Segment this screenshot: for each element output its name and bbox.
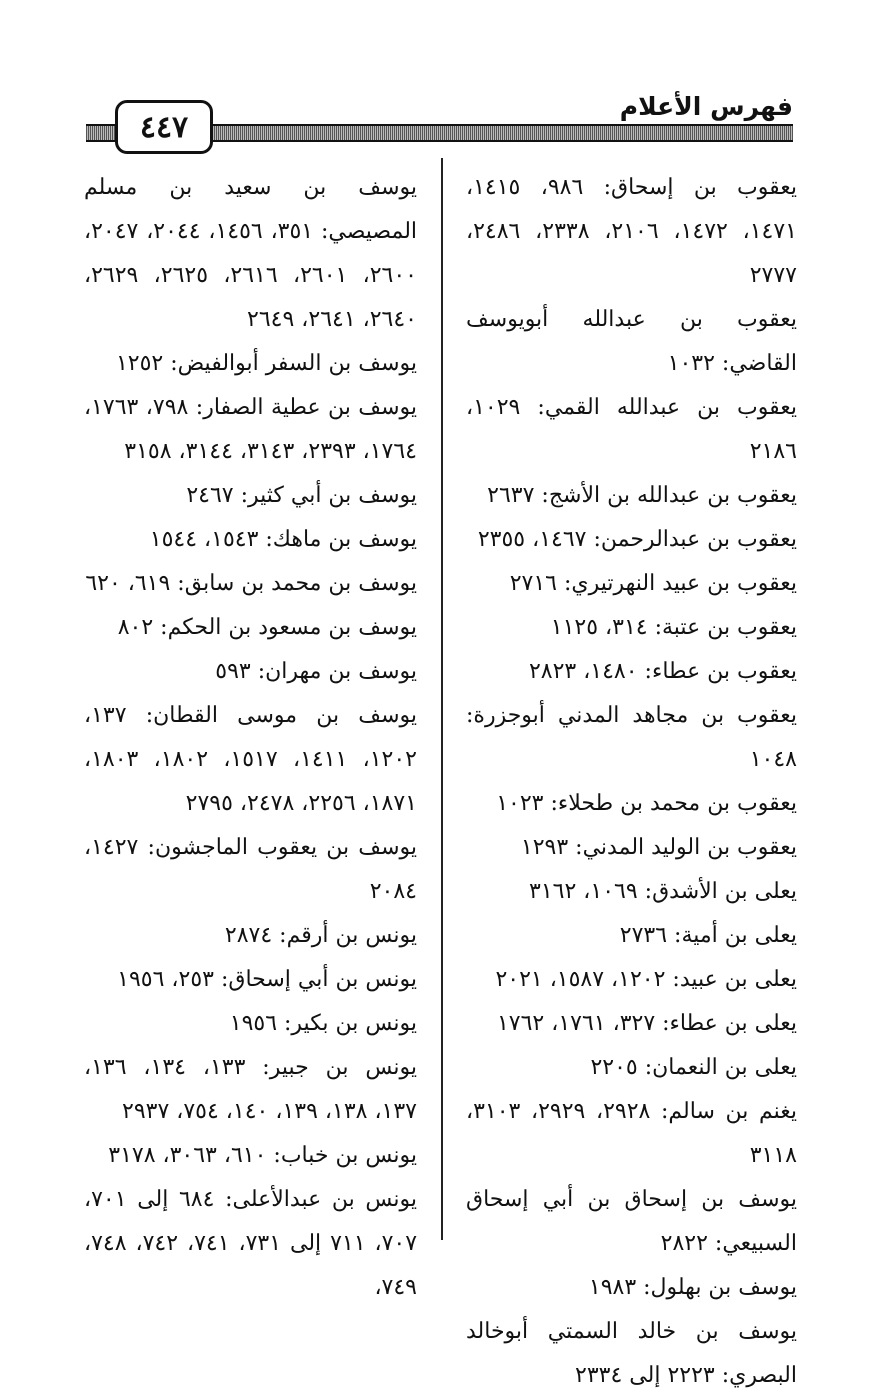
index-entry: يونس بن جبير: ١٣٣، ١٣٤، ١٣٦، ١٣٧، ١٣٨، ١٣٩، ١٤٠، ٧٥٤، ٢٩٣٧: [84, 1055, 418, 1124]
index-entry: يوسف بن عطية الصفار: ٧٩٨، ١٧٦٣، ١٧٦٤، ٢٣٩٣، ٣١٤٣، ٣١٤٤، ٣١٥٨: [84, 395, 417, 464]
index-entry: يعقوب بن إسحاق: ٩٨٦، ١٤١٥، ١٤٧١، ١٤٧٢، ٢١٠٦، ٢٣٣٨، ٢٤٨٦، ٢٧٧٧: [466, 175, 797, 288]
index-column-right: [466, 166, 797, 1398]
index-entry: يعقوب بن عتبة: ٣١٤، ١١٢٥: [550, 615, 797, 640]
index-entry: يعلى بن الأشدق: ١٠٦٩، ٣١٦٢: [529, 879, 797, 904]
index-entry: يوسف بن يعقوب الماجشون: ١٤٢٧، ٢٠٨٤: [84, 835, 417, 904]
index-entry: يعلى بن النعمان: ٢٢٠٥: [590, 1055, 797, 1080]
index-entry: يوسف بن إسحاق بن أبي إسحاق السبيعي: ٢٨٢٢: [466, 1187, 797, 1256]
index-entry: يوسف بن أبي كثير: ٢٤٦٧: [186, 483, 417, 508]
running-header-title: فهرس الأعلام: [619, 92, 793, 121]
index-entry: يعقوب بن محمد بن طحلاء: ١٠٢٣: [496, 791, 797, 816]
index-entry: يوسف بن خالد السمتي أبوخالد البصري: ٢٢٢٣ إلى ٢٣٣٤: [466, 1319, 797, 1388]
index-entry: يعقوب بن مجاهد المدني أبوجزرة: ١٠٤٨: [466, 703, 797, 772]
index-entry: يعقوب بن عبدالرحمن: ١٤٦٧، ٢٣٥٥: [477, 527, 797, 552]
index-entry: يعقوب بن الوليد المدني: ١٢٩٣: [520, 835, 797, 860]
index-entry: يوسف بن محمد بن سابق: ٦١٩، ٦٢٠: [85, 571, 417, 596]
index-entry: يعقوب بن عبدالله بن الأشج: ٢٦٣٧: [487, 483, 797, 508]
index-entry: يوسف بن سعيد بن مسلم المصيصي: ٣٥١، ١٤٥٦، ٢٠٤٤، ٢٠٤٧، ٢٦٠٠، ٢٦٠١، ٢٦١٦، ٢٦٢٥، ٢٦٢٩، ٢٦٤٠، ٢٦٤١، ٢٦٤٩: [84, 175, 418, 332]
index-entry: يعقوب بن عبدالله أبويوسف القاضي: ١٠٣٢: [466, 307, 797, 376]
index-entry: يوسف بن ماهك: ١٥٤٣، ١٥٤٤: [149, 527, 417, 552]
index-entry: يوسف بن مهران: ٥٩٣: [215, 659, 417, 684]
index-entry: يعقوب بن عطاء: ١٤٨٠، ٢٨٢٣: [528, 659, 797, 684]
index-entry: يوسف بن السفر أبوالفيض: ١٢٥٢: [115, 351, 417, 376]
index-entry: يونس بن أبي إسحاق: ٢٥٣، ١٩٥٦: [117, 967, 417, 992]
index-entry: يونس بن خباب: ٦١٠، ٣٠٦٣، ٣١٧٨: [108, 1143, 417, 1168]
index-entry: يونس بن عبدالأعلى: ٦٨٤ إلى ٧٠١، ٧٠٧، ٧١١ إلى ٧٣١، ٧٤١، ٧٤٢، ٧٤٨، ٧٤٩،: [84, 1187, 418, 1300]
index-entry: يوسف بن موسى القطان: ١٣٧، ١٢٠٢، ١٤١١، ١٥١٧، ١٨٠٢، ١٨٠٣، ١٨٧١، ٢٢٥٦، ٢٤٧٨، ٢٧٩٥: [84, 703, 417, 816]
page-number: ٤٤٧: [115, 100, 213, 154]
index-entry: يوسف بن مسعود بن الحكم: ٨٠٢: [117, 615, 417, 640]
index-column-left: [84, 166, 417, 1310]
index-entry: يعلى بن أمية: ٢٧٣٦: [619, 923, 797, 948]
index-entry: يغنم بن سالم: ٢٩٢٨، ٢٩٢٩، ٣١٠٣، ٣١١٨: [466, 1099, 798, 1168]
index-entry: يعقوب بن عبيد النهرتيري: ٢٧١٦: [509, 571, 797, 596]
index-entry: يعلى بن عبيد: ١٢٠٢، ١٥٨٧، ٢٠٢١: [495, 967, 797, 992]
index-entry: يوسف بن بهلول: ١٩٨٣: [588, 1275, 797, 1300]
index-entry: يعلى بن عطاء: ٣٢٧، ١٧٦١، ١٧٦٢: [496, 1011, 797, 1036]
index-entry: يونس بن بكير: ١٩٥٦: [229, 1011, 417, 1036]
index-entry: يونس بن أرقم: ٢٨٧٤: [224, 923, 417, 948]
column-divider: [441, 158, 443, 1240]
index-entry: يعقوب بن عبدالله القمي: ١٠٢٩، ٢١٨٦: [466, 395, 797, 464]
